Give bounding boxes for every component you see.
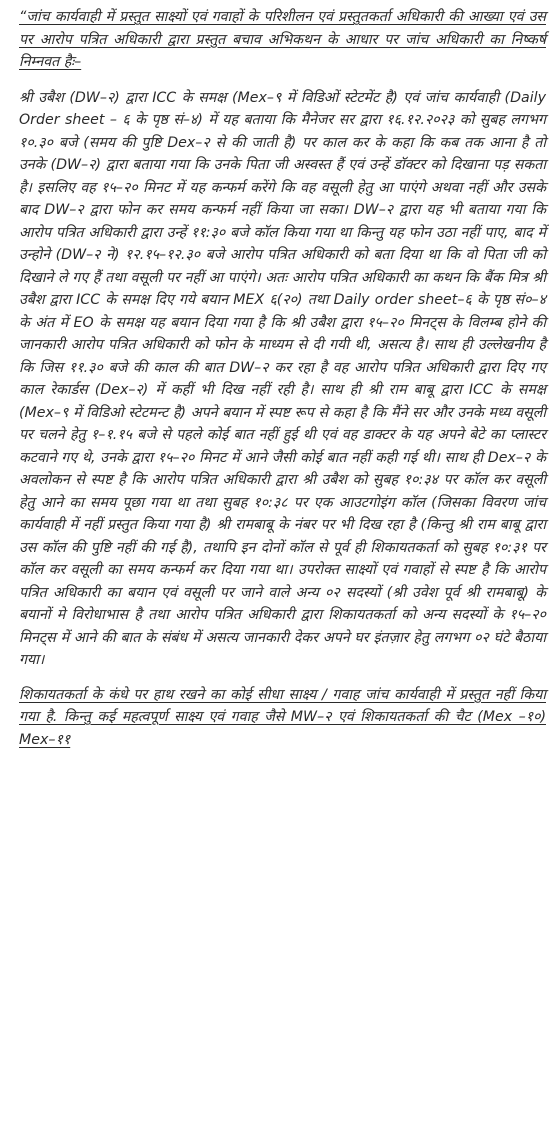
findings-intro-paragraph: “जांच कार्यवाही में प्रस्तुत साक्ष्यों एवं गवाहों के परिशीलन एवं प्रस्तुतकर्ता अधिकारी की आख्या एवं उस पर आरोप पत्रित अधिकारी द्वारा प्रस्तुत बचाव अभिकथन के आधार पर जांच अधिकारी का निष्कर्ष निम्नवत हैः– — [19, 9, 546, 70]
findings-body-paragraph: श्री उबैश (DW–२) द्वारा ICC के समक्ष (Mex–९ में विडिओं स्टेटमेंट है) एवं जांच कार्यवाही (Daily Order sheet – ६ के पृष्ठ सं–४) में यह बताया कि मैनेजर सर द्वारा १६.१२.२०२३ को सुबह लगभग १०.३० बजे (समय की पुष्टि Dex–२ से की जाती है) पर काल कर के कहा कि कब तक आना है तो उनके (DW–२) द्वारा बताया गया कि उनके पिता जी अस्वस्त हैं एवं उन्हें डॉक्टर को दिखाना पड़ सकता है। इसलिए वह १५–२० मिनट में यह कन्फर्म करेंगे कि वह वसूली हेतु आ पाएंगे अथवा नहीं और उसके बाद DW–२ द्वारा फोन कर समय कन्फर्म नहीं किया जा सका। DW–२ द्वारा यह भी बताया गया कि आरोप पत्रित अधिकारी द्वारा उन्हें ११:३० बजे कॉल किया गया था किन्तु यह फोन उठा नहीं पाए, बाद में उन्होने (DW–२ ने) १२.१५–१२.३० बजे आरोप पत्रित अधिकारी को बता दिया था कि वो पिता जी को दिखाने ले गए हैं तथा वसूली पर नहीं आ पाएंगे। अतः आरोप पत्रित अधिकारी का कथन कि बैंक मित्र श्री उबैश द्वारा ICC के समक्ष दिए गये बयान MEX ६(२०) तथा Daily order sheet–६ के पृष्ठ सं०–४ के अंत में EO के समक्ष यह बयान दिया गया है कि श्री उबैश द्वारा १५–२० मिनट्स के विलम्ब होने की जानकारी आरोप पत्रित अधिकारी को फोन के माध्यम से दी गयी थी, असत्य है। साथ ही उल्लेखनीय है कि जिस ११.३० बजे की काल की बात DW–२ कर रहा है वह आरोप पत्रित अधिकारी द्वारा दिए गए काल रेकार्डस (Dex–२) में कहीं भी दिख नहीं रही है। साथ ही श्री राम बाबू द्वारा ICC के समक्ष (Mex–९ में विडिओ स्टेटमन्ट है) अपने बयान में स्पष्ट रूप से कहा है कि मैंने सर और उनके मध्य वसूली पर चलने हेतु १–१.१५ बजे से पहले कोई बात नहीं हुई थी एवं वह डाक्टर के यह अपने बेटे का प्लास्टर कटवाने गए थे, उनके द्वारा १५–२० मिनट में आने जैसी कोई बात नहीं कही गई थी। साथ ही Dex–२ के अवलोकन से स्पष्ट है कि आरोप पत्रित अधिकारी द्वारा श्री उबैश को सुबह १०:३४ पर कॉल कर वसूली हेतु आने का समय पूछा गया था तथा सुबह १०:३८ पर एक आउटगोइंग कॉल (जिसका विवरण जांच कार्यवाही में नहीं प्रस्तुत किया गया है) श्री रामबाबू के नंबर पर भी दिख रहा है (किन्तु श्री राम बाबू द्वारा उस कॉल की पुष्टि नहीं की गई है), तथापि इन दोनों कॉल से पूर्व ही शिकायतकर्ता को सुबह १०:३१ पर कॉल कर वसूली का समय कन्फर्म कर दिया गया था। उपरोक्त साक्ष्यों एवं गवाहों से स्पष्ट है कि आरोप पत्रित अधिकारी का बयान एवं वसूली पर जाने वाले अन्य ०२ सदस्यों (श्री उवेश पूर्व श्री रामबाबू) के बयानों मे विरोधाभास है तथा आरोप पत्रित अधिकारी द्वारा शिकायतकर्ता को अन्य सदस्यों के १५–२० मिनट्स में आने की बात के संबंध में असत्य जानकारी देकर अपने घर इंतज़ार हेतु लगभग ०२ घंटे बैठाया गया। — [19, 89, 546, 668]
findings-closing-paragraph: शिकायतकर्ता के कंधे पर हाथ रखने का कोई सीधा साक्ष्य / गवाह जांच कार्यवाही में प्रस्तुत नहीं किया गया है. किन्तु कई महत्वपूर्ण साक्ष्य एवं गवाह जैसे MW–२ एवं शिकायतकर्ता की चैट (Mex –१०) Mex–११ — [19, 686, 546, 748]
